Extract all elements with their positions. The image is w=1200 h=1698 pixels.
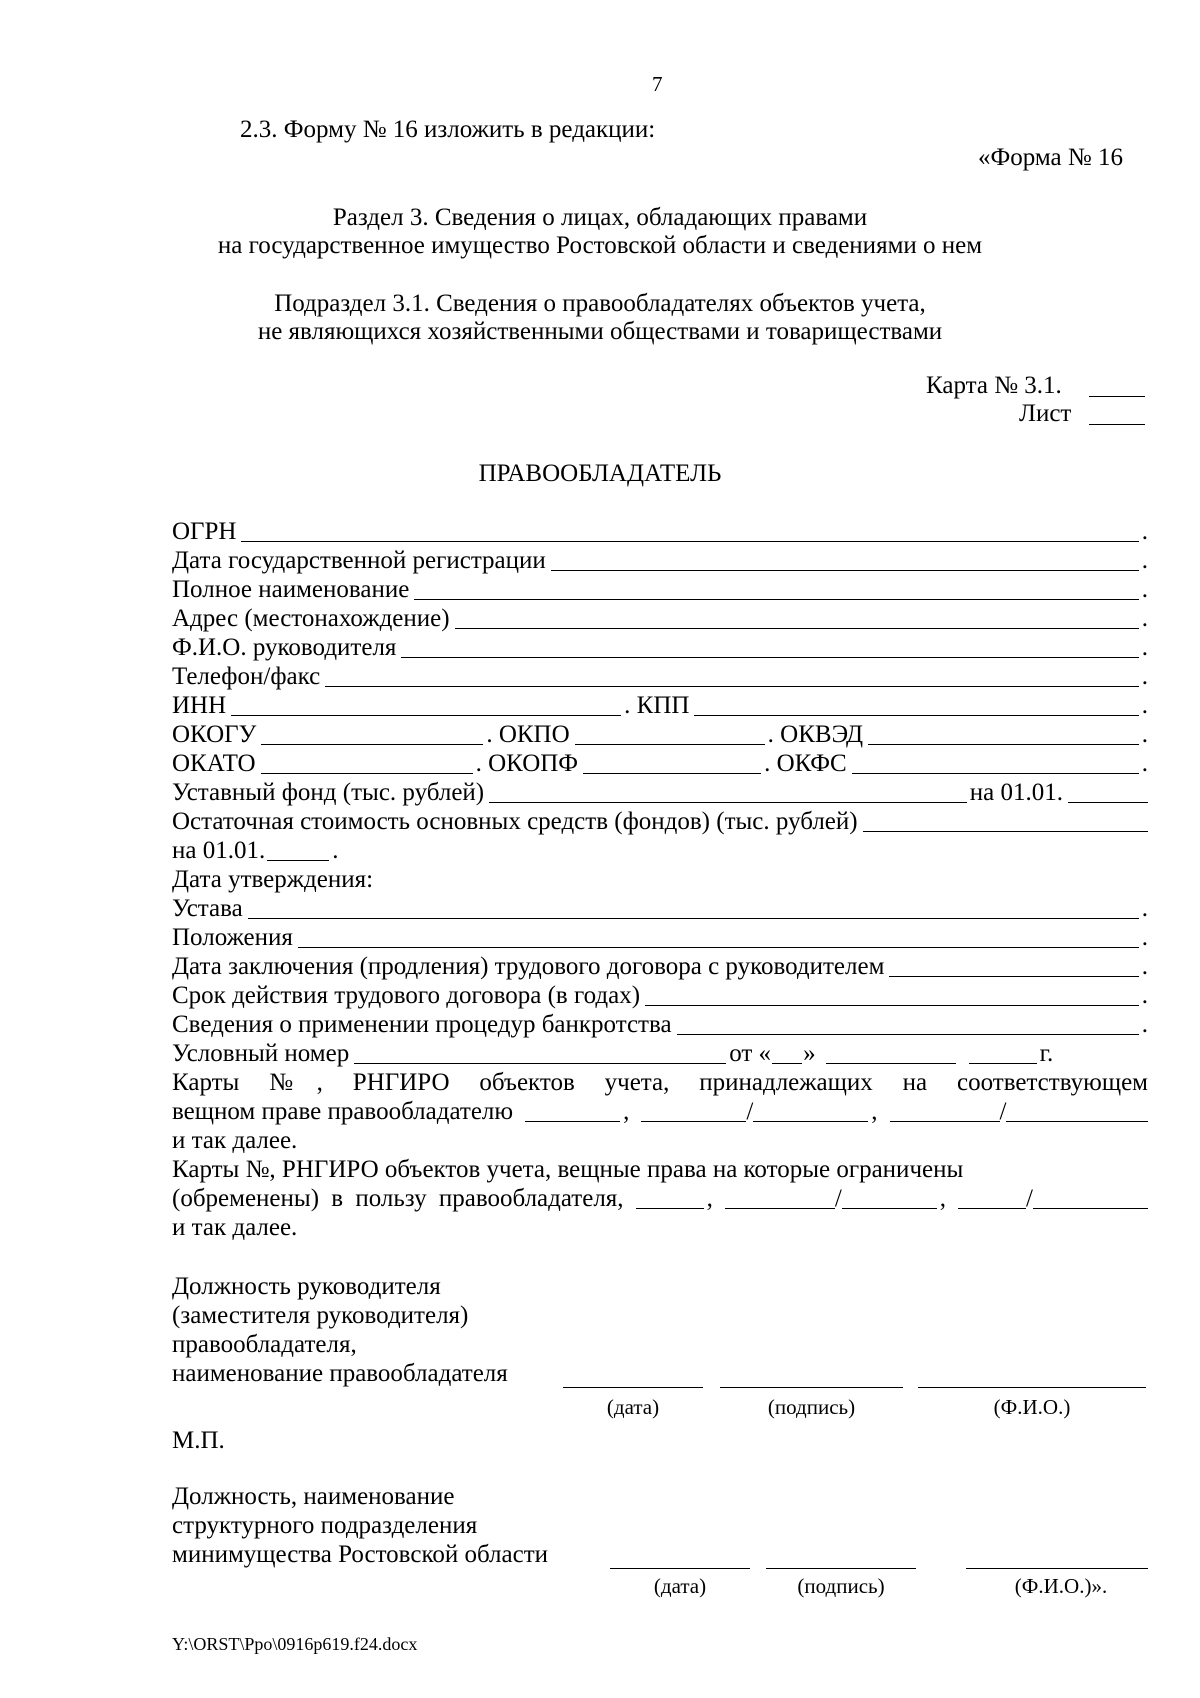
limited-card-blank-5[interactable] bbox=[1033, 1186, 1148, 1209]
residual-value-label: Остаточная стоимость основных средств (фондов) (тыс. рублей) bbox=[172, 808, 858, 835]
phone-label: Телефон/факс bbox=[172, 663, 321, 690]
okopf-label: . ОКОПФ bbox=[475, 750, 579, 777]
section-title-line1: Раздел 3. Сведения о лицах, обладающих правами bbox=[332, 204, 868, 231]
contract-date-label: Дата заключения (продления) трудового договора с руководителем bbox=[172, 953, 885, 980]
full-name-label: Полное наименование bbox=[172, 576, 410, 603]
owned-card-blank-5[interactable] bbox=[1006, 1099, 1148, 1122]
ogrn-row: ОГРН . bbox=[172, 518, 1148, 545]
owned-card-blank-1[interactable] bbox=[525, 1099, 620, 1122]
contract-term-row: Срок действия трудового договора (в годах) . bbox=[172, 982, 1148, 1009]
charter-fund-blank[interactable] bbox=[489, 780, 967, 803]
head-name-label: Ф.И.О. руководителя bbox=[172, 634, 397, 661]
address-label: Адрес (местонахождение) bbox=[172, 605, 450, 632]
sig2-fio-caption: (Ф.И.О.)». bbox=[1014, 1574, 1108, 1598]
charter-label: Устава bbox=[172, 895, 243, 922]
sig1-signature-blank[interactable] bbox=[720, 1387, 903, 1388]
year-label: г. bbox=[1039, 1040, 1054, 1067]
intro-text: 2.3. Форму № 16 изложить в редакции: bbox=[240, 116, 656, 143]
ogrn-blank[interactable] bbox=[241, 519, 1138, 542]
head-name-row: Ф.И.О. руководителя . bbox=[172, 634, 1148, 661]
conditional-number-blank[interactable] bbox=[354, 1041, 726, 1064]
residual-value-blank[interactable] bbox=[863, 809, 1148, 832]
contract-date-blank[interactable] bbox=[889, 954, 1138, 977]
okpo-label: . ОКПО bbox=[486, 721, 570, 748]
sig1-line3: правообладателя, bbox=[172, 1331, 357, 1358]
okogu-row: ОКОГУ . ОКПО . ОКВЭД . bbox=[172, 721, 1148, 748]
regulation-blank[interactable] bbox=[298, 925, 1139, 948]
page-number: 7 bbox=[652, 72, 663, 96]
limited-card-blank-4[interactable] bbox=[958, 1186, 1026, 1209]
reg-date-row: Дата государственной регистрации . bbox=[172, 547, 1148, 574]
sig2-line1: Должность, наименование bbox=[172, 1483, 455, 1510]
sig2-line3: минимущества Ростовской области bbox=[172, 1541, 549, 1568]
subsection-title-line1: Подраздел 3.1. Сведения о правообладателях объектов учета, bbox=[274, 290, 926, 317]
sig2-line2: структурного подразделения bbox=[172, 1512, 478, 1539]
contract-term-label: Срок действия трудового договора (в годах) bbox=[172, 982, 641, 1009]
cards-owned-label: вещном праве правообладателю bbox=[172, 1098, 514, 1125]
sig2-date-blank[interactable] bbox=[610, 1568, 750, 1569]
year-blank[interactable] bbox=[969, 1041, 1037, 1064]
inn-blank[interactable] bbox=[231, 693, 621, 716]
full-name-blank[interactable] bbox=[414, 577, 1138, 600]
okato-row: ОКАТО . ОКОПФ . ОКФС . bbox=[172, 750, 1148, 777]
sig1-date-caption: (дата) bbox=[606, 1395, 660, 1419]
okato-label: ОКАТО bbox=[172, 750, 256, 777]
owned-card-blank-4[interactable] bbox=[890, 1099, 1000, 1122]
from-label: от « bbox=[729, 1040, 772, 1067]
limited-card-blank-3[interactable] bbox=[842, 1186, 937, 1209]
day-blank[interactable] bbox=[772, 1041, 802, 1064]
cards-limited-line1: Карты №, РНГИРО объектов учета, вещные права на которые ограничены bbox=[172, 1156, 964, 1183]
bankruptcy-label: Сведения о применении процедур банкротства bbox=[172, 1011, 672, 1038]
okved-blank[interactable] bbox=[868, 722, 1139, 745]
charter-row: Устава . bbox=[172, 895, 1148, 922]
contract-date-row: Дата заключения (продления) трудового договора с руководителем . bbox=[172, 953, 1148, 980]
sig1-fio-caption: (Ф.И.О.) bbox=[993, 1395, 1071, 1419]
section-title-line2: на государственное имущество Ростовской области и сведениями о нем bbox=[217, 232, 983, 259]
charter-fund-date-blank[interactable] bbox=[1068, 780, 1148, 803]
sig2-fio-blank[interactable] bbox=[966, 1568, 1148, 1569]
regulation-row: Положения . bbox=[172, 924, 1148, 951]
charter-fund-label: Уставный фонд (тыс. рублей) bbox=[172, 779, 485, 806]
okfs-label: . ОКФС bbox=[764, 750, 847, 777]
residual-date-blank[interactable] bbox=[267, 838, 329, 861]
okved-label: . ОКВЭД bbox=[767, 721, 864, 748]
inn-label: ИНН bbox=[172, 692, 227, 719]
okopf-blank[interactable] bbox=[583, 751, 761, 774]
reg-date-blank[interactable] bbox=[551, 548, 1139, 571]
and-so-on-2: и так далее. bbox=[172, 1214, 298, 1241]
sig2-signature-caption: (подпись) bbox=[797, 1574, 885, 1598]
regulation-label: Положения bbox=[172, 924, 293, 951]
phone-row: Телефон/факс . bbox=[172, 663, 1148, 690]
cards-owned-line2-row: вещном праве правообладателю , / , / bbox=[172, 1097, 1148, 1126]
sig2-date-caption: (дата) bbox=[653, 1574, 707, 1598]
conditional-number-label: Условный номер bbox=[172, 1040, 350, 1067]
residual-date-label: на 01.01. bbox=[172, 837, 266, 864]
sig1-line1: Должность руководителя bbox=[172, 1273, 441, 1300]
residual-value-row bbox=[172, 807, 1148, 836]
head-name-blank[interactable] bbox=[401, 635, 1138, 658]
bankruptcy-row: Сведения о применении процедур банкротства . bbox=[172, 1011, 1148, 1038]
okpo-blank[interactable] bbox=[575, 722, 765, 745]
card-number-blank[interactable] bbox=[1089, 396, 1145, 397]
conditional-number-row bbox=[172, 1039, 1148, 1068]
form-label: «Форма № 16 bbox=[978, 144, 1123, 171]
full-name-row: Полное наименование . bbox=[172, 576, 1148, 603]
okogu-label: ОКОГУ bbox=[172, 721, 257, 748]
charter-fund-row bbox=[172, 778, 1148, 807]
sig1-line2: (заместителя руководителя) bbox=[172, 1302, 469, 1329]
approval-date-row bbox=[172, 865, 1148, 894]
cards-owned-line1: Карты №, РНГИРО объектов учета, принадлежащих на соответствующем bbox=[172, 1069, 1148, 1096]
cards-limited-line2-row: (обременены) в пользу правообладателя, , / , / bbox=[172, 1184, 1148, 1213]
charter-blank[interactable] bbox=[248, 896, 1139, 919]
okfs-blank[interactable] bbox=[852, 751, 1139, 774]
ogrn-label: ОГРН bbox=[172, 518, 237, 545]
sig1-signature-caption: (подпись) bbox=[767, 1395, 856, 1419]
stamp-label: М.П. bbox=[172, 1427, 225, 1454]
reg-date-label: Дата государственной регистрации bbox=[172, 547, 546, 574]
owned-card-blank-2[interactable] bbox=[641, 1099, 746, 1122]
sheet-number-blank[interactable] bbox=[1089, 424, 1145, 425]
okogu-blank[interactable] bbox=[261, 722, 483, 745]
residual-date-row: на 01.01. . bbox=[172, 837, 339, 864]
quote-close: » bbox=[803, 1040, 816, 1067]
charter-fund-date-label: на 01.01. bbox=[969, 779, 1063, 806]
cards-limited-label: (обременены) в пользу правообладателя, bbox=[172, 1185, 624, 1212]
and-so-on-1: и так далее. bbox=[172, 1127, 298, 1154]
sig2-signature-blank[interactable] bbox=[766, 1568, 916, 1569]
sig1-line4: наименование правообладателя bbox=[172, 1360, 508, 1387]
approval-date-label: Дата утверждения: bbox=[172, 866, 374, 893]
address-row: Адрес (местонахождение) . bbox=[172, 605, 1148, 632]
limited-card-blank-2[interactable] bbox=[725, 1186, 835, 1209]
sheet-label: Лист bbox=[1019, 400, 1072, 427]
contract-term-blank[interactable] bbox=[645, 983, 1139, 1006]
limited-card-blank-1[interactable] bbox=[636, 1186, 704, 1209]
kpp-label: . КПП bbox=[624, 692, 690, 719]
address-blank[interactable] bbox=[455, 606, 1139, 629]
footer-file-path: Y:\ORST\Ppo\0916p619.f24.docx bbox=[172, 1634, 418, 1654]
card-label: Карта № 3.1. bbox=[926, 372, 1062, 399]
subsection-title-line2: не являющихся хозяйственными обществами и товариществами bbox=[257, 318, 943, 345]
kpp-blank[interactable] bbox=[694, 693, 1138, 716]
sig1-date-blank[interactable] bbox=[563, 1387, 703, 1388]
sig1-fio-blank[interactable] bbox=[918, 1387, 1146, 1388]
document-title: ПРАВООБЛАДАТЕЛЬ bbox=[478, 460, 722, 487]
inn-kpp-row: ИНН . КПП . bbox=[172, 692, 1148, 719]
owned-card-blank-3[interactable] bbox=[753, 1099, 868, 1122]
phone-blank[interactable] bbox=[325, 664, 1139, 687]
bankruptcy-blank[interactable] bbox=[677, 1012, 1139, 1035]
okato-blank[interactable] bbox=[261, 751, 473, 774]
month-blank[interactable] bbox=[826, 1041, 956, 1064]
